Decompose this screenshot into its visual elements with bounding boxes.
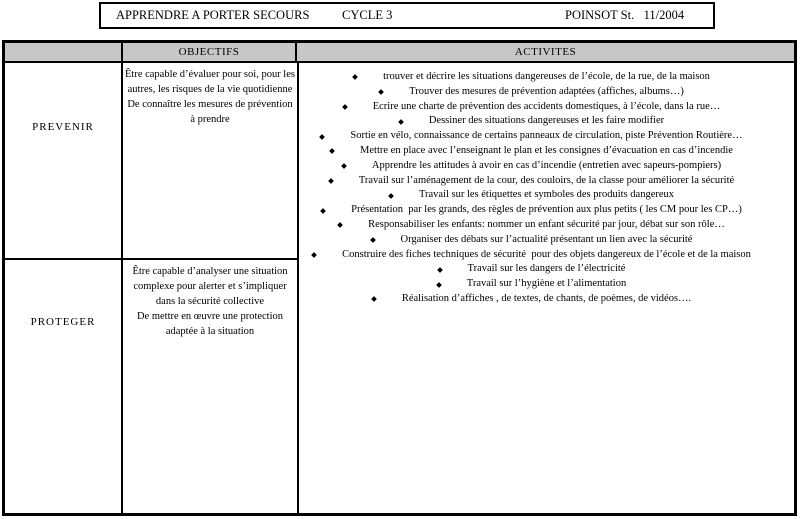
- activity-item: [299, 159, 794, 174]
- activity-item: [299, 114, 794, 129]
- objectif-paragraph: De mettre en œuvre une protection adaptée à la situation: [136, 311, 284, 337]
- objectif-paragraph: Être capable d’évaluer pour soi, pour les autres, les risques de la vie quotidienne: [125, 69, 295, 95]
- bullet-icon: [311, 252, 317, 258]
- objectifs-cell-proteger: [123, 260, 297, 513]
- main-table: [2, 40, 797, 516]
- table-header-row: [5, 43, 794, 63]
- activity-item: [299, 100, 794, 115]
- activity-item: [299, 277, 794, 292]
- bullet-icon: [329, 149, 335, 155]
- bullet-icon: [352, 75, 358, 81]
- objectifs-cell-prevenir: [123, 63, 297, 258]
- activity-item: [299, 129, 794, 144]
- activity-text: Organiser des débats sur l’actualité présentant un lien avec la sécurité: [400, 233, 693, 245]
- table-body: [5, 63, 794, 513]
- activity-item: [299, 144, 794, 159]
- bullet-icon: [320, 134, 326, 140]
- bullet-icon: [388, 193, 394, 199]
- bullet-icon: [370, 237, 376, 243]
- activity-item: [299, 248, 794, 263]
- label-objectifs-columns: [5, 63, 299, 513]
- bullet-icon: [398, 119, 404, 125]
- bullet-icon: [437, 267, 443, 273]
- bullet-icon: [320, 208, 326, 214]
- activity-item: [299, 70, 794, 85]
- activity-text: Présentation par les grands, des règles de prévention aux plus petits ( les CM pour les CP…): [351, 204, 742, 216]
- row-label-proteger: PROTEGER: [5, 260, 123, 513]
- bullet-icon: [337, 223, 343, 229]
- activity-item: [299, 292, 794, 307]
- document-title: APPRENDRE A PORTER SECOURS: [116, 8, 310, 22]
- activity-text: Ecrire une charte de prévention des accidents domestiques, à l’école, dans la rue…: [372, 100, 721, 112]
- activity-item: [299, 233, 794, 248]
- activity-text: Responsabiliser les enfants: nommer un enfant sécurité par jour, débat sur son rôle…: [368, 218, 725, 230]
- activity-item: [299, 203, 794, 218]
- row-label-prevenir: PREVENIR: [5, 63, 123, 258]
- activity-item: [299, 85, 794, 100]
- author-date: POINSOT St. 11/2004: [565, 8, 685, 22]
- activity-item: [299, 218, 794, 233]
- document-title-bar: [99, 2, 715, 29]
- activities-cell: [299, 63, 794, 513]
- activity-text: trouver et décrire les situations dangereuses de l’école, de la rue, de la maison: [383, 71, 710, 82]
- activity-text: Trouver des mesures de prévention adaptées (affiches, albums…): [409, 85, 684, 97]
- header-objectifs: OBJECTIFS: [123, 43, 297, 61]
- activity-text: Dessiner des situations dangereuses et les faire modifier: [428, 115, 665, 127]
- header-corner-cell: [5, 43, 123, 61]
- header-activites: ACTIVITES: [514, 46, 577, 58]
- cycle-label: CYCLE 3: [342, 8, 393, 22]
- activity-item: [299, 262, 794, 277]
- bullet-icon: [341, 163, 347, 169]
- activity-text: Sortie en vélo, connaissance de certains panneaux de circulation, piste Prévention Routière…: [350, 130, 743, 142]
- activity-item: [299, 174, 794, 189]
- activity-text: Réalisation d’affiches , de textes, de chants, de poèmes, de vidéos….: [401, 292, 692, 304]
- bullet-icon: [436, 282, 442, 288]
- activity-text: Apprendre les attitudes à avoir en cas d’incendie (entretien avec sapeurs-pompiers): [371, 159, 722, 171]
- objectif-paragraph: Être capable d’analyser une situation complexe pour alerter et s’impliquer dans la sécurité collective: [132, 266, 288, 307]
- bullet-icon: [342, 104, 348, 110]
- bullet-icon: [328, 178, 334, 184]
- table-row-proteger: [5, 260, 297, 513]
- table-row-prevenir: [5, 63, 297, 260]
- activity-text: Construire des fiches techniques de sécurité pour des objets dangereux de l’école et de la maison: [342, 248, 751, 260]
- activity-text: Mettre en place avec l’enseignant le plan et les consignes d’évacuation en cas d’incendie: [360, 144, 733, 156]
- activity-text: Travail sur l’hygiène et l’alimentation: [466, 278, 627, 290]
- bullet-icon: [378, 89, 384, 95]
- activity-item: [299, 188, 794, 203]
- activity-text: Travail sur l’aménagement de la cour, des couloirs, de la classe pour améliorer la sécurité: [358, 174, 735, 186]
- activity-text: Travail sur les dangers de l’électricité: [467, 263, 626, 275]
- objectif-paragraph: De connaître les mesures de prévention à prendre: [127, 99, 293, 125]
- activity-text: Travail sur les étiquettes et symboles des produits dangereux: [418, 189, 675, 201]
- bullet-icon: [371, 297, 377, 303]
